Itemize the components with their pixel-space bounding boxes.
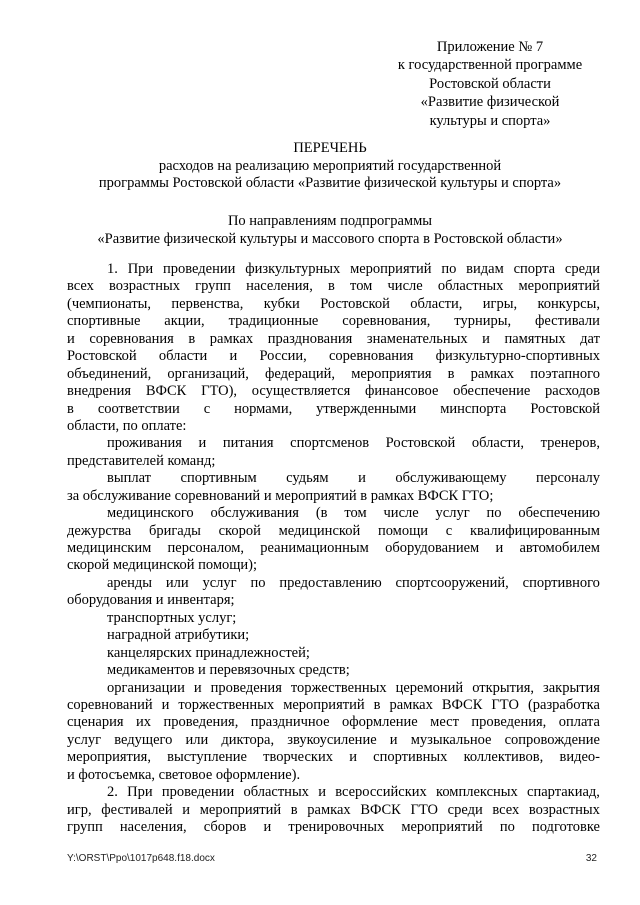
word: помощи [377, 522, 429, 539]
word: всероссийских [335, 784, 427, 801]
word: медицинской [278, 522, 361, 539]
annex-line: Ростовской области [429, 75, 551, 92]
word: области, [410, 295, 463, 312]
word: проведения, [163, 714, 239, 731]
annex-line: к государственной программе [397, 57, 583, 74]
word: и [318, 784, 326, 801]
word: групп [195, 278, 231, 295]
word: и [349, 749, 357, 766]
word: федераций, [265, 365, 336, 382]
body-line [67, 313, 600, 330]
page-footer [67, 853, 597, 864]
word: спортивным [180, 470, 257, 487]
body-line [67, 627, 600, 644]
word: по [250, 574, 266, 591]
word: оформление [341, 714, 418, 731]
word: и [198, 435, 207, 452]
word: спортивного [522, 574, 600, 591]
body-line [67, 505, 600, 522]
body-line [67, 819, 600, 836]
word: и [495, 540, 504, 556]
word: При [127, 784, 153, 801]
word: области, [471, 435, 524, 452]
word: в [373, 696, 381, 713]
word: обеспечение [453, 383, 531, 400]
body-text [67, 261, 600, 836]
word: обеспечению [518, 505, 600, 522]
word: ГТО [410, 801, 438, 818]
word: рамках [389, 696, 433, 713]
word: мероприятий [283, 696, 365, 713]
annex-line: культуры и спорта» [429, 112, 551, 129]
word: утвержденными [316, 400, 417, 417]
word: видео- [559, 749, 600, 766]
word: спортивные [67, 313, 141, 330]
word: обслуживающему [395, 470, 507, 487]
word: открытия, [472, 679, 535, 696]
word: ГТО [491, 696, 519, 713]
word: числе [387, 278, 423, 295]
word: бригады [148, 522, 201, 539]
word: комплексных [436, 784, 518, 801]
word: в [328, 278, 335, 295]
body-line [67, 732, 600, 749]
word: всех [67, 278, 94, 295]
body-line-text: наградной атрибутики; [107, 627, 250, 644]
body-line [67, 575, 600, 592]
word: фестивалей [101, 801, 173, 818]
body-line [67, 470, 600, 487]
word: поэтапного [530, 365, 600, 382]
word: закрытия [543, 679, 600, 696]
body-line-text: за обслуживание соревнований и мероприятий в рамках ВФСК ГТО; [67, 487, 494, 504]
word: игры, [482, 295, 518, 312]
body-line-text: и фотосъемка, световое оформление). [67, 766, 301, 783]
body-line [67, 523, 600, 540]
word: финансовое [364, 383, 439, 400]
word: по [486, 505, 502, 522]
word: организаций, [167, 365, 249, 382]
body-line [67, 784, 600, 801]
word: сборов [203, 819, 247, 835]
word: оборудованием [385, 540, 480, 556]
word: обслуживания [210, 505, 299, 522]
body-line [67, 714, 600, 731]
body-line-text: медикаментов и перевязочных средств; [107, 662, 350, 679]
document-subtitle-line: программы Ростовской области «Развитие физической культуры и спорта» [98, 175, 562, 191]
word: объединений, [67, 365, 152, 382]
word: 2. [107, 784, 118, 801]
word: ВФСК [360, 801, 401, 818]
body-line-text: области, по оплате: [67, 417, 187, 434]
word: спартакиад, [527, 784, 600, 801]
word: соревнования [328, 348, 414, 365]
body-line-text: оборудования и инвентаря; [67, 592, 235, 609]
word: проведения, [471, 714, 547, 731]
word: рамках [470, 365, 515, 382]
word: населения, [246, 278, 313, 295]
body-line [67, 645, 600, 662]
word: спортсооружений, [395, 574, 509, 591]
body-line [67, 401, 600, 418]
word: ВФСК [441, 696, 483, 713]
word: проведении [163, 261, 236, 277]
word: подготовке [531, 819, 600, 835]
word: скорой [218, 522, 261, 539]
word: и [229, 348, 238, 365]
word: медицинским [67, 540, 152, 556]
page-number: 32 [585, 853, 597, 864]
body-line [67, 540, 600, 557]
word: торжественных [178, 696, 275, 713]
word: (в [315, 505, 328, 522]
word: по [499, 819, 515, 835]
word: выплат [107, 470, 151, 487]
word: групп [67, 819, 103, 835]
word: России, [259, 348, 307, 365]
word: их [135, 714, 151, 731]
word: среди [564, 261, 600, 277]
body-line-text: скорой медицинской помощи); [67, 557, 258, 574]
word: сценария [67, 714, 124, 731]
word: традиционные [228, 313, 319, 330]
word: предоставлению [279, 574, 382, 591]
body-line [67, 662, 600, 679]
word: автомобилем [519, 540, 600, 556]
word: по [441, 261, 457, 277]
annex-header [340, 38, 640, 130]
word: расходов [545, 383, 600, 400]
word: коллективов, [463, 749, 544, 766]
word: услуг [67, 731, 102, 748]
body-line [67, 592, 600, 609]
word: проживания [107, 435, 182, 452]
word: диктора, [221, 731, 275, 748]
word: и [389, 731, 398, 748]
body-line [67, 418, 600, 435]
word: дежурства [67, 522, 132, 539]
body-line [67, 749, 600, 766]
word: рамках [209, 330, 254, 347]
word: внедрения [67, 383, 132, 400]
word: областных [437, 278, 504, 295]
word: музыкальное [410, 731, 492, 748]
word: спорта [513, 261, 556, 277]
word: квалифицированным [469, 522, 600, 539]
word: видам [466, 261, 504, 277]
annex-line: «Развитие физической [420, 94, 560, 111]
word: услуг [435, 505, 470, 522]
word: и [263, 819, 272, 835]
word: соответствии [97, 400, 180, 417]
body-line-text: транспортных услуг; [107, 609, 237, 626]
word: Ростовской [320, 295, 390, 312]
word: мероприятий [199, 801, 282, 818]
word: возрастных [528, 801, 600, 818]
body-line [67, 557, 600, 574]
body-line [67, 278, 600, 295]
word: акции, [164, 313, 205, 330]
word: с [445, 522, 453, 539]
body-line [67, 802, 600, 819]
word: ВФСК [145, 383, 187, 400]
document-title-block [40, 140, 620, 193]
body-line [67, 261, 600, 278]
word: дат [580, 330, 600, 347]
word: области [158, 348, 208, 365]
word: оплата [558, 714, 600, 731]
word: и [482, 330, 490, 347]
body-line [67, 383, 600, 400]
direction-line: «Развитие физической культуры и массового спорта в Ростовской области» [97, 230, 563, 247]
word: конкурсы, [537, 295, 600, 312]
word: фестивали [534, 313, 600, 330]
word: ведущего [114, 731, 173, 748]
word: церемоний [395, 679, 464, 696]
word: тренировочных [288, 819, 385, 835]
word: При [127, 261, 154, 277]
word: персоналу [536, 470, 600, 487]
word: том [344, 505, 367, 522]
word: том [350, 278, 373, 295]
word: торжественных [290, 679, 387, 696]
body-line [67, 296, 600, 313]
word: питания [222, 435, 274, 452]
word: услуг [202, 574, 237, 591]
word: Ростовской [385, 435, 456, 452]
word: организации [107, 679, 185, 696]
word: мероприятия, [67, 749, 151, 766]
body-line [67, 453, 600, 470]
body-line [67, 366, 600, 383]
direction-block [40, 213, 620, 248]
word: празднования [267, 330, 353, 347]
word: знаменательных [366, 330, 468, 347]
word: рамках [307, 801, 351, 818]
word: мест [430, 714, 459, 731]
word: соревнований [67, 696, 153, 713]
word: тренеров, [540, 435, 600, 452]
word: и [67, 330, 75, 347]
word: населения, [119, 819, 187, 835]
word: проведения [210, 679, 282, 696]
document-subtitle-line: расходов на реализацию мероприятий государственной [158, 157, 502, 174]
word: 1. [107, 261, 118, 277]
word: возрастных [109, 278, 180, 295]
word: физкультурно-спортивных [435, 348, 600, 365]
word: или [185, 731, 209, 748]
word: числе [383, 505, 419, 522]
word: звукоусиление [287, 731, 377, 748]
word: в [67, 400, 74, 417]
word: мероприятий [350, 261, 432, 277]
word: проведении [161, 784, 235, 801]
body-line [67, 697, 600, 714]
word: судьям [286, 470, 329, 487]
word: аренды [107, 574, 153, 591]
word: в [447, 365, 455, 382]
word: праздничное [250, 714, 330, 731]
annex-line: Приложение № 7 [436, 39, 544, 55]
word: соревнования, [342, 313, 431, 330]
word: реанимационным [260, 540, 369, 556]
word: осуществляется [251, 383, 351, 400]
word: первенства, [171, 295, 244, 312]
word: турниры, [454, 313, 512, 330]
word: мероприятия [351, 365, 432, 382]
body-line-text: представителей команд; [67, 452, 216, 469]
word: или [165, 574, 189, 591]
word: среди [447, 801, 483, 818]
word: игр, [67, 801, 92, 818]
word: Ростовской [67, 348, 137, 365]
word: в [290, 801, 298, 818]
word: и [161, 696, 170, 713]
word: в [188, 330, 196, 347]
body-line [67, 767, 600, 784]
word: и [358, 470, 366, 487]
word: спортивных [373, 749, 448, 766]
body-line-text: канцелярских принадлежностей; [107, 644, 310, 661]
word: минспорта [440, 400, 507, 417]
word: выступление [167, 749, 247, 766]
word: сопровождение [504, 731, 600, 748]
word: мероприятий [518, 278, 600, 295]
body-line [67, 610, 600, 627]
word: и [193, 679, 202, 696]
word: физкультурных [245, 261, 341, 277]
word: нормами, [234, 400, 293, 417]
direction-line: По направлениям подпрограммы [227, 213, 433, 229]
word: мероприятий [401, 819, 483, 835]
body-line [67, 488, 600, 505]
body-line [67, 331, 600, 348]
word: областных [243, 784, 309, 801]
word: спортсменов [290, 435, 370, 452]
file-path: Y:\ORST\Ppo\1017p648.f18.docx [67, 853, 215, 864]
body-line [67, 435, 600, 452]
word: с [203, 400, 211, 417]
body-line [67, 680, 600, 697]
document-title: ПЕРЕЧЕНЬ [293, 140, 367, 156]
word: ГТО), [201, 383, 238, 400]
word: кубки [263, 295, 300, 312]
word: памятных [504, 330, 566, 347]
word: соревнования [89, 330, 174, 347]
word: творческих [263, 749, 333, 766]
word: медицинского [107, 505, 194, 522]
word: и [182, 801, 191, 818]
word: (чемпионаты, [67, 295, 152, 312]
word: (разработка [527, 696, 600, 713]
word: всех [492, 801, 520, 818]
word: персоналом, [167, 540, 244, 556]
word: Ростовской [530, 400, 600, 417]
body-line [67, 348, 600, 365]
